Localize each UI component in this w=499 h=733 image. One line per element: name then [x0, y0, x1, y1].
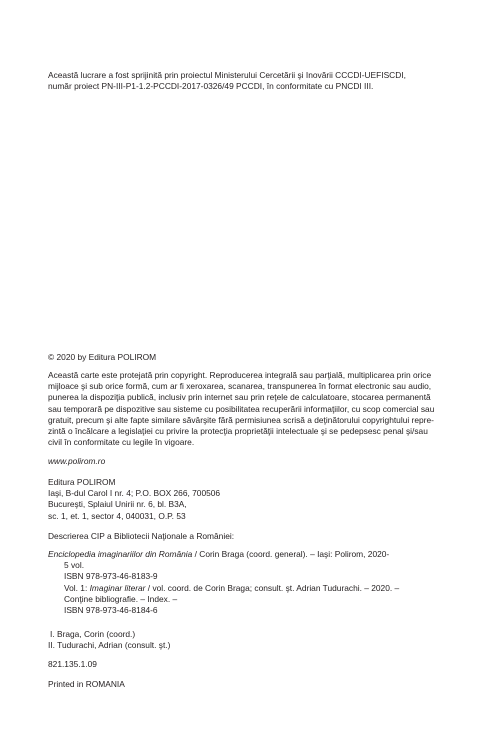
cip-isbn-volume: ISBN 978-973-46-8184-6	[64, 605, 158, 616]
copyright-holder-text: © 2020 by Editura POLIROM	[48, 352, 157, 362]
volume-title: Imaginar literar	[89, 582, 146, 593]
publisher-line: sc. 1, et. 1, sector 4, 040031, O.P. 53	[48, 510, 186, 521]
cip-volume-line	[48, 583, 460, 594]
notice-line: zintă o încălcare a legislaţiei cu privire la protecţia proprietăţii intelectuale şi se pedepsesc penal şi/sau	[48, 426, 428, 437]
printed-in-text: Printed in ROMANIA	[48, 679, 125, 689]
notice-line: sau temporară pe dispozitive sau sisteme cu posibilitatea recuperării informaţiilor, cu scop comercial sau	[48, 403, 435, 414]
website-link: www.polirom.ro	[48, 456, 106, 466]
funding-note	[48, 70, 460, 92]
notice-line: gratuit, precum şi alte fapte similare săvârşite fără permisiunea scrisă a deţinătorului copyrightului repre-	[48, 414, 434, 425]
printed-in	[48, 679, 460, 690]
series-title: Enciclopedia imaginariilor din România	[48, 549, 193, 559]
cip-record	[48, 549, 460, 616]
cip-series-line	[48, 549, 460, 560]
cip-heading: Descrierea CIP a Bibliotecii Naţionale a României:	[48, 531, 235, 541]
notice-line: mijloace şi sub orice formă, cum ar fi xeroxarea, scanarea, transpunerea în format electronic sau audio,	[48, 381, 432, 392]
copyright-notice	[48, 370, 460, 448]
volume-details: / vol. coord. de Corin Braga; consult. şt. Adrian Tudurachi. – 2020. –	[145, 582, 400, 593]
volume-prefix: Vol. 1:	[64, 582, 90, 593]
contributor-entry: II. Tudurachi, Adrian (consult. şt.)	[48, 640, 171, 651]
publisher-line: Bucureşti, Splaiul Unirii nr. 6, bl. B3A,	[48, 499, 187, 510]
series-details: / Corin Braga (coord. general). – Iaşi: Polirom, 2020-	[192, 549, 390, 559]
funding-line: număr proiect PN-III-P1-1.2-PCCDI-2017-0326/49 PCCDI, în conformitate cu PNCDI III.	[48, 81, 374, 92]
copyright-holder	[48, 352, 460, 363]
notice-line: civil în conformitate cu legile în vigoare.	[48, 437, 195, 448]
website	[48, 456, 460, 467]
cip-volume-line-2: Conţine bibliografie. – Index. –	[64, 593, 178, 604]
publisher-address	[48, 477, 460, 522]
funding-line: Această lucrare a fost sprijinită prin proiectul Ministerului Cercetării şi Inovării CCCDI-UEFISCDI,	[48, 70, 406, 80]
publisher-line: Iaşi, B-dul Carol I nr. 4; P.O. BOX 266, 700506	[48, 488, 221, 499]
classification	[48, 659, 460, 670]
classification-code: 821.135.1.09	[48, 659, 97, 669]
notice-line: Această carte este protejată prin copyright. Reproducerea integrală sau parţială, multiplicarea prin orice	[48, 370, 432, 380]
cip-volumes: 5 vol.	[64, 560, 85, 571]
cip-isbn-set: ISBN 978-973-46-8183-9	[64, 571, 158, 582]
publisher-line: Editura POLIROM	[48, 477, 116, 487]
notice-line: punerea la dispoziţia publică, inclusiv prin internet sau prin reţele de calculatoare, stocarea permanentă	[48, 392, 431, 403]
cip-description	[48, 531, 460, 542]
cip-contributors	[48, 629, 460, 651]
contributor-entry: I. Braga, Corin (coord.)	[50, 629, 136, 639]
